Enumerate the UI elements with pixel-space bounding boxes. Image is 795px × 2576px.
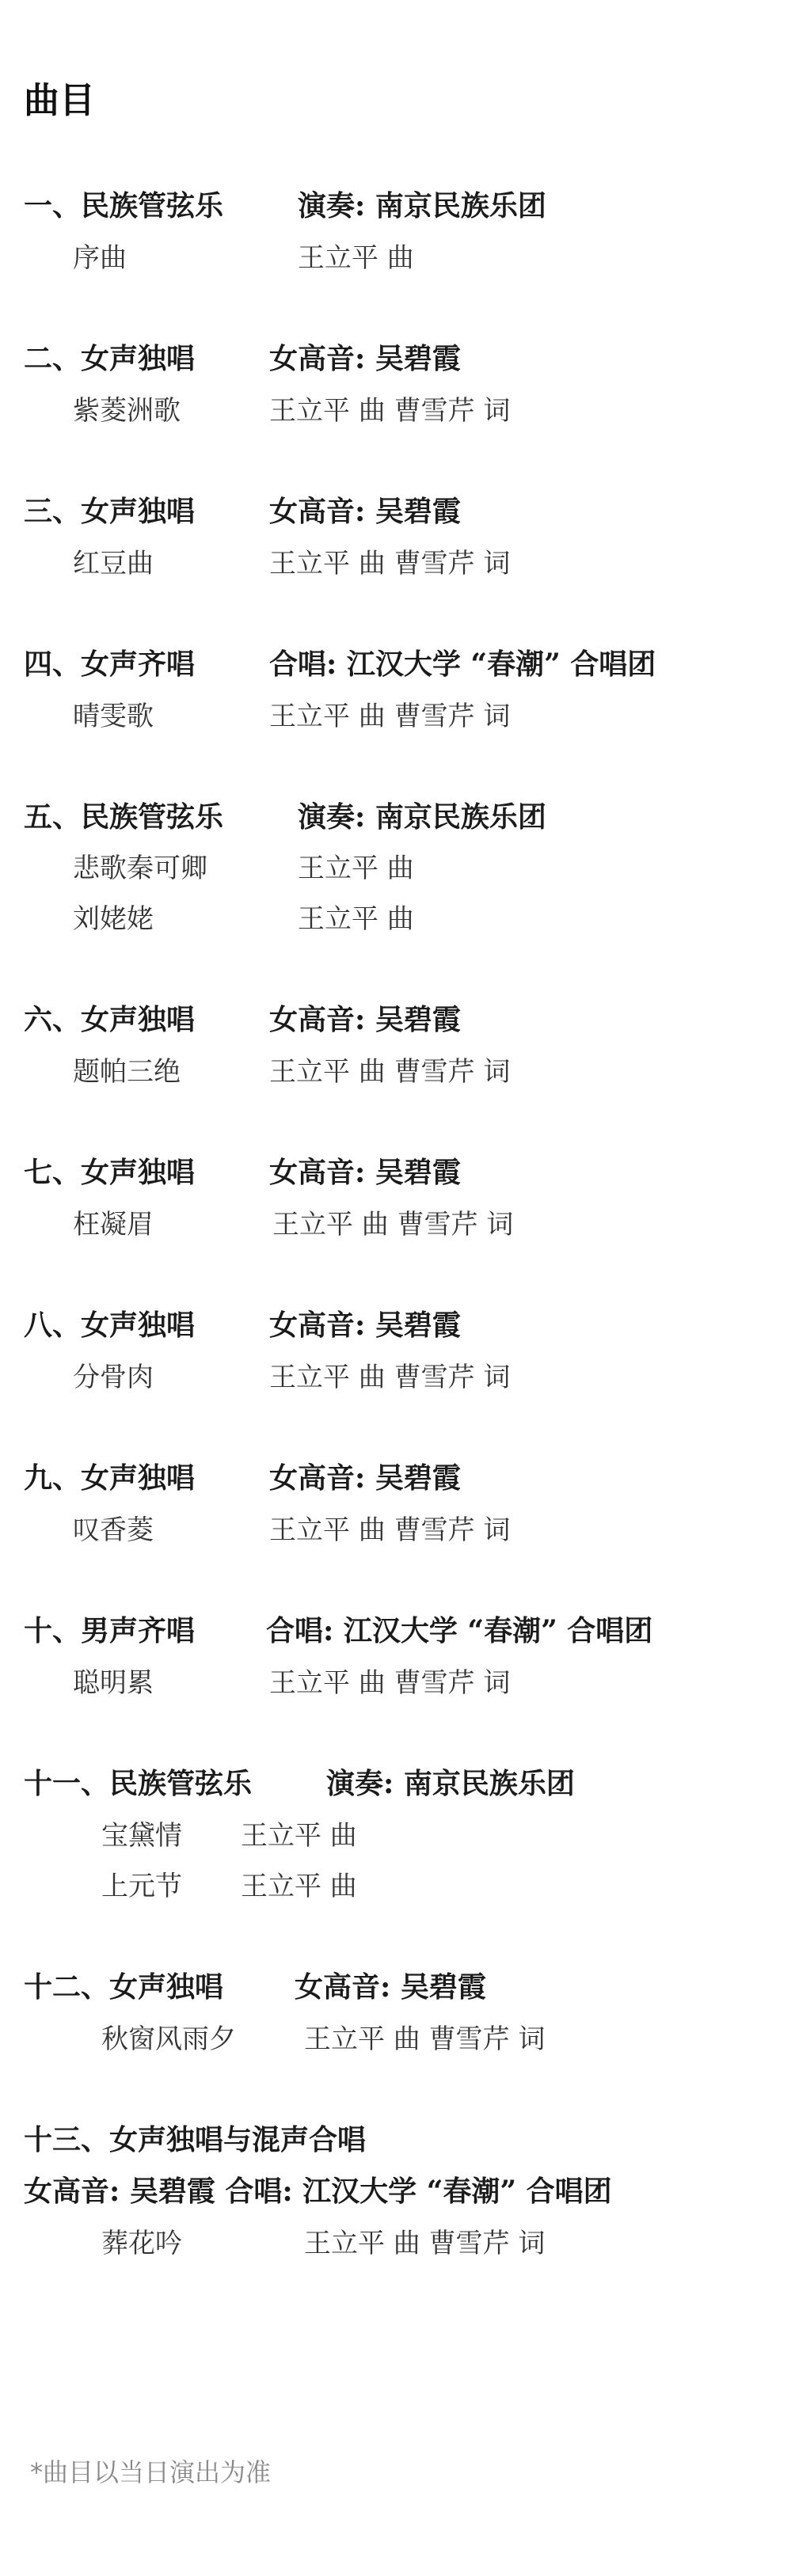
piece-name: 秋窗风雨夕	[101, 2023, 236, 2055]
piece-credit: 王立平 曲 曹雪芹 词	[304, 2228, 546, 2259]
piece-credit: 王立平 曲	[241, 1871, 357, 1902]
piece-name: 宝黛情	[101, 1820, 182, 1852]
program-performer: 女高音: 吴碧霞	[269, 1461, 461, 1495]
piece-name: 叹香菱	[73, 1514, 154, 1546]
program-performer: 女高音: 吴碧霞 合唱: 江汉大学 “春潮” 合唱团	[24, 2175, 612, 2208]
piece-name: 上元节	[101, 1871, 182, 1902]
program-heading: 六、女声独唱	[24, 1003, 196, 1036]
program-heading: 九、女声独唱	[24, 1461, 196, 1495]
piece-credit: 王立平 曲 曹雪芹 词	[269, 1362, 511, 1393]
program-heading: 十一、民族管弦乐	[24, 1767, 253, 1800]
program-performer: 女高音: 吴碧霞	[269, 1309, 461, 1342]
program-heading: 十三、女声独唱与混声合唱	[24, 2123, 367, 2156]
program-performer: 女高音: 吴碧霞	[269, 342, 461, 375]
program-heading: 八、女声独唱	[24, 1309, 196, 1342]
piece-credit: 王立平 曲 曹雪芹 词	[272, 1209, 514, 1241]
program-heading: 七、女声独唱	[24, 1156, 196, 1189]
piece-name: 晴雯歌	[73, 701, 154, 732]
piece-credit: 王立平 曲	[241, 1820, 357, 1852]
program-performer: 演奏: 南京民族乐团	[326, 1767, 575, 1800]
program-heading: 二、女声独唱	[24, 342, 196, 375]
piece-credit: 王立平 曲 曹雪芹 词	[269, 1056, 511, 1088]
piece-credit: 王立平 曲 曹雪芹 词	[269, 1667, 511, 1699]
piece-credit: 王立平 曲 曹雪芹 词	[269, 395, 511, 427]
program-heading: 五、民族管弦乐	[24, 800, 224, 834]
program-heading: 十、男声齐唱	[24, 1614, 196, 1647]
piece-credit: 王立平 曲	[298, 853, 414, 884]
program-performer: 演奏: 南京民族乐团	[298, 189, 546, 222]
piece-name: 紫菱洲歌	[73, 395, 181, 427]
piece-credit: 王立平 曲 曹雪芹 词	[269, 548, 511, 579]
piece-credit: 王立平 曲	[298, 242, 414, 274]
footnote: *曲目以当日演出为准	[30, 2457, 272, 2487]
page-title: 曲目	[24, 79, 96, 121]
program-heading: 一、民族管弦乐	[24, 189, 224, 222]
program-heading: 四、女声齐唱	[24, 648, 196, 681]
piece-credit: 王立平 曲 曹雪芹 词	[269, 1514, 511, 1546]
piece-name: 题帕三绝	[73, 1056, 181, 1088]
program-performer: 合唱: 江汉大学 “春潮” 合唱团	[266, 1614, 653, 1647]
piece-name: 分骨肉	[73, 1362, 154, 1393]
piece-credit: 王立平 曲 曹雪芹 词	[304, 2023, 546, 2055]
piece-name: 悲歌秦可卿	[73, 853, 207, 884]
program-performer: 女高音: 吴碧霞	[295, 1970, 486, 2004]
piece-name: 枉凝眉	[73, 1209, 154, 1241]
piece-name: 红豆曲	[73, 548, 154, 579]
piece-name: 序曲	[73, 242, 127, 274]
program-performer: 女高音: 吴碧霞	[269, 1156, 461, 1189]
piece-name: 聪明累	[73, 1667, 154, 1699]
program-performer: 女高音: 吴碧霞	[269, 495, 461, 528]
piece-name: 刘姥姥	[73, 903, 154, 935]
piece-name: 葬花吟	[101, 2228, 182, 2259]
piece-credit: 王立平 曲 曹雪芹 词	[269, 701, 511, 732]
program-heading: 三、女声独唱	[24, 495, 196, 528]
piece-credit: 王立平 曲	[298, 903, 414, 935]
program-heading: 十二、女声独唱	[24, 1970, 224, 2004]
program-performer: 女高音: 吴碧霞	[269, 1003, 461, 1036]
program-performer: 演奏: 南京民族乐团	[298, 800, 546, 834]
program-performer: 合唱: 江汉大学 “春潮” 合唱团	[269, 648, 656, 681]
